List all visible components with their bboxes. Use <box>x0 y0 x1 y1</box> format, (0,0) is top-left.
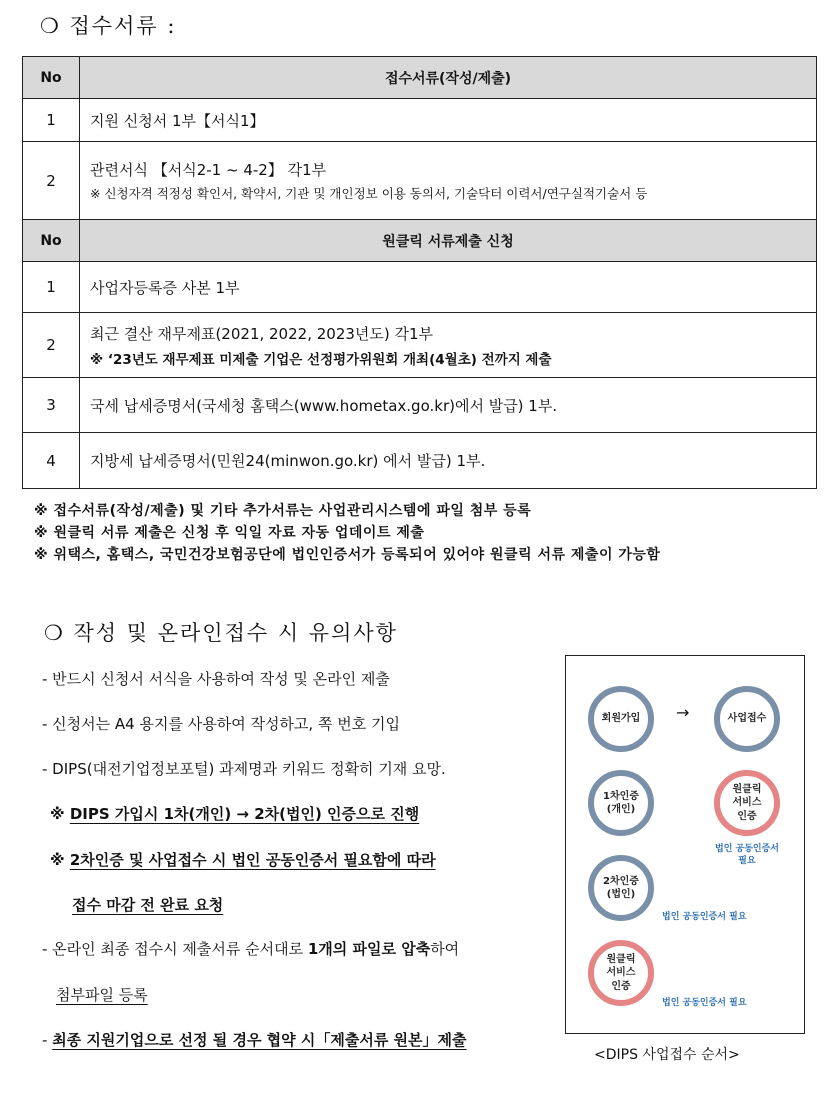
note-item: - 반드시 신청서 서식을 사용하여 작성 및 온라인 제출 <box>42 670 390 688</box>
row-no: 4 <box>23 433 80 489</box>
row-note: ※ ‘23년도 재무제표 미제출 기업은 선정평가위원회 개최(4월초) 전까지 제출 <box>90 351 552 368</box>
section2-title-text: 작성 및 온라인접수 시 유의사항 <box>73 621 398 645</box>
row-text: 관련서식 【서식2-1 ~ 4-2】 각1부 <box>90 161 327 179</box>
step-second-cert-circle: 2차인증 (법인) <box>588 855 654 921</box>
header-title: 접수서류(작성/제출) <box>80 57 817 99</box>
note-item-continued: 첨부파일 등록 <box>56 986 148 1004</box>
note-item-text: DIPS 가입시 1차(개인) → 2차(법인) 인증으로 진행 <box>69 805 420 823</box>
table-row <box>23 142 817 220</box>
note-item-continued: 접수 마감 전 완료 요청 <box>72 896 224 914</box>
table-row <box>23 99 817 142</box>
section1-title-text: 접수서류 : <box>69 14 177 38</box>
arrow-right-icon: → <box>676 703 690 722</box>
dash: - <box>42 1031 53 1049</box>
table-row <box>23 433 817 489</box>
note-item-bold: 1개의 파일로 압축 <box>307 940 431 958</box>
note-item: - DIPS(대전기업정보포털) 과제명과 키워드 정확히 기재 요망. <box>42 760 446 778</box>
section2-title <box>44 617 398 647</box>
footnote: ※ 원클릭 서류 제출은 신청 후 익일 자료 자동 업데이트 제출 <box>34 525 425 541</box>
step-join-circle: 회원가입 <box>588 686 654 752</box>
footnote: ※ 접수서류(작성/제출) 및 기타 추가서류는 사업관리시스템에 파일 첨부 등록 <box>34 503 532 519</box>
cert-required-label: 법인 공동인증서 필요 <box>662 912 747 922</box>
note-item-text: 최종 지원기업으로 선정 될 경우 협약 시「제출서류 원본」제출 <box>52 1031 467 1049</box>
diagram-caption: <DIPS 사업접수 순서> <box>594 1047 740 1063</box>
reference-mark: ※ <box>50 851 65 869</box>
row-text: 사업자등록증 사본 1부 <box>80 262 817 313</box>
row-no: 1 <box>23 262 80 313</box>
dips-flow-diagram <box>565 655 805 1034</box>
table-header-row <box>23 57 817 99</box>
circle-bullet-icon: ❍ <box>40 14 61 38</box>
row-no: 2 <box>23 313 80 378</box>
documents-table <box>22 56 817 489</box>
row-text: 국세 납세증명서(국세청 홈택스(www.hometax.go.kr)에서 발급) 1부. <box>80 378 817 433</box>
header-no: No <box>23 57 80 99</box>
note-item-text: 2차인증 및 사업접수 시 법인 공동인증서 필요함에 따라 <box>69 851 436 869</box>
note-item-emphasis <box>50 803 419 824</box>
row-text: 최근 결산 재무제표(2021, 2022, 2023년도) 각1부 <box>90 324 434 343</box>
step-first-cert-circle: 1차인증 (개인) <box>588 770 654 836</box>
step-apply-circle: 사업접수 <box>714 686 780 752</box>
cert-required-label: 법인 공동인증서 필요 <box>662 998 747 1008</box>
note-item <box>42 938 459 959</box>
reference-mark: ※ <box>50 805 65 823</box>
row-cell <box>80 313 817 378</box>
note-item-text: 하여 <box>430 940 460 958</box>
table-row <box>23 378 817 433</box>
table-header-row <box>23 220 817 262</box>
circle-bullet-icon: ❍ <box>44 621 65 645</box>
row-cell <box>80 142 817 220</box>
note-item-emphasis <box>50 849 436 870</box>
table-row <box>23 262 817 313</box>
row-no: 2 <box>23 142 80 220</box>
row-no: 1 <box>23 99 80 142</box>
cert-required-label: 법인 공동인증서 필요 <box>715 844 779 866</box>
note-item: - 신청서는 A4 용지를 사용하여 작성하고, 쪽 번호 기입 <box>42 715 400 733</box>
footnote: ※ 위택스, 홈택스, 국민건강보험공단에 법인인증서가 등록되어 있어야 원클릭 서류 제출이 가능함 <box>34 547 661 563</box>
step-oneclick-circle: 원클릭 서비스 인증 <box>588 940 654 1006</box>
row-note: ※ 신청자격 적정성 확인서, 확약서, 기관 및 개인정보 이용 동의서, 기술닥터 이력서/연구실적기술서 등 <box>90 186 648 201</box>
row-no: 3 <box>23 378 80 433</box>
note-item-text: - 온라인 최종 접수시 제출서류 순서대로 <box>42 940 308 958</box>
step-oneclick-circle: 원클릭 서비스 인증 <box>714 770 780 836</box>
header-title: 원클릭 서류제출 신청 <box>80 220 817 262</box>
row-text: 지방세 납세증명서(민원24(minwon.go.kr) 에서 발급) 1부. <box>80 433 817 489</box>
header-no: No <box>23 220 80 262</box>
note-item <box>42 1029 467 1050</box>
table-row <box>23 313 817 378</box>
section1-title <box>40 10 176 40</box>
row-text: 지원 신청서 1부【서식1】 <box>80 99 817 142</box>
